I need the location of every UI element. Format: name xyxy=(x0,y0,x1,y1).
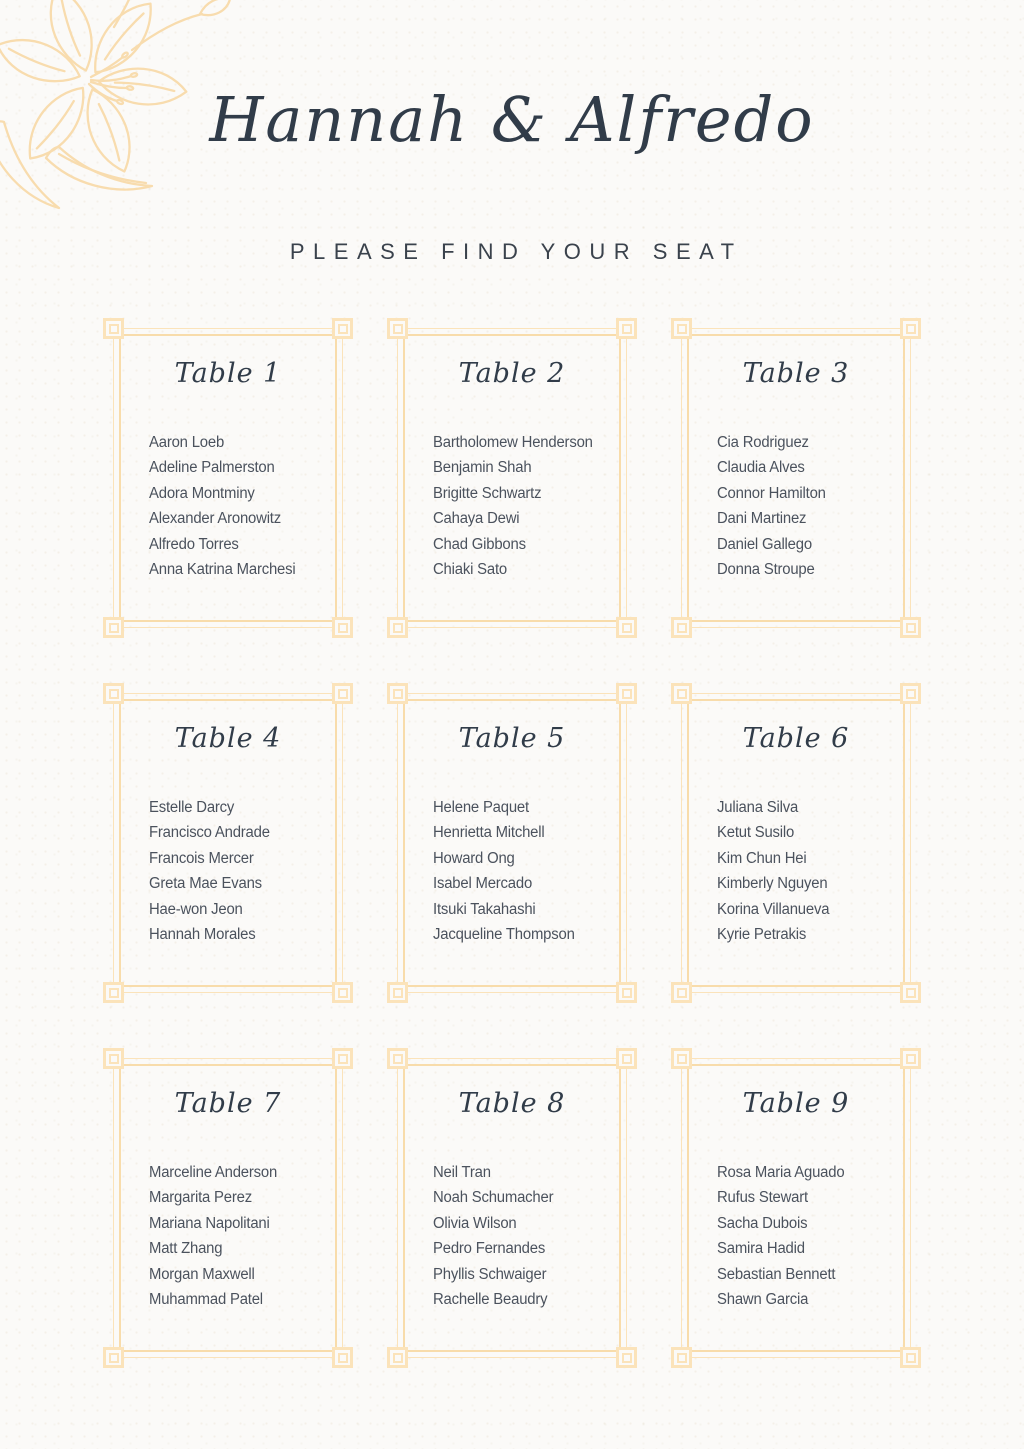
guest-name: Itsuki Takahashi xyxy=(433,900,536,918)
table-card-2 xyxy=(387,318,637,638)
guest-list xyxy=(717,1160,892,1312)
frame-corner-ornament xyxy=(103,683,124,704)
guest-name: Sebastian Bennett xyxy=(717,1265,836,1283)
frame-corner-ornament xyxy=(616,683,637,704)
guest-name: Ketut Susilo xyxy=(717,824,795,842)
guest-list xyxy=(149,1160,324,1312)
frame-corner-ornament xyxy=(103,982,124,1003)
guest-name: Francois Mercer xyxy=(149,849,254,867)
table-card-3 xyxy=(671,318,921,638)
guest-name: Korina Villanueva xyxy=(717,900,830,918)
guest-name: Margarita Perez xyxy=(149,1189,252,1207)
frame-corner-ornament xyxy=(332,318,353,339)
frame-corner-ornament xyxy=(671,1347,692,1368)
guest-name: Donna Stroupe xyxy=(717,561,815,579)
seating-grid xyxy=(0,318,1024,1368)
frame-corner-ornament xyxy=(900,617,921,638)
frame-corner-ornament xyxy=(616,1048,637,1069)
guest-name: Dani Martinez xyxy=(717,510,807,528)
guest-name: Kimberly Nguyen xyxy=(717,875,828,893)
table-title: Table 2 xyxy=(458,358,566,389)
guest-name: Howard Ong xyxy=(433,849,515,867)
table-title: Table 6 xyxy=(742,723,850,754)
guest-name: Brigitte Schwartz xyxy=(433,484,542,502)
guest-name: Henrietta Mitchell xyxy=(433,824,545,842)
table-card-7 xyxy=(103,1048,353,1368)
guest-name: Juliana Silva xyxy=(717,799,799,816)
guest-name: Chad Gibbons xyxy=(433,535,526,553)
guest-name: Cia Rodriguez xyxy=(717,434,809,451)
frame-corner-ornament xyxy=(900,683,921,704)
guest-name: Alfredo Torres xyxy=(149,535,239,553)
guest-name: Marceline Anderson xyxy=(149,1164,278,1181)
frame-corner-ornament xyxy=(332,617,353,638)
table-title: Table 9 xyxy=(742,1088,850,1119)
guest-name: Morgan Maxwell xyxy=(149,1265,255,1283)
guest-list xyxy=(717,795,892,947)
guest-name: Neil Tran xyxy=(433,1164,491,1181)
frame-corner-ornament xyxy=(387,1048,408,1069)
guest-name: Muhammad Patel xyxy=(149,1291,263,1309)
guest-name: Shawn Garcia xyxy=(717,1291,809,1309)
frame-corner-ornament xyxy=(671,617,692,638)
guest-name: Bartholomew Henderson xyxy=(433,434,593,451)
frame-corner-ornament xyxy=(332,1048,353,1069)
guest-name: Claudia Alves xyxy=(717,459,805,477)
guest-list xyxy=(717,430,892,582)
guest-name: Noah Schumacher xyxy=(433,1189,554,1207)
frame-corner-ornament xyxy=(616,318,637,339)
guest-name: Alexander Aronowitz xyxy=(149,510,282,528)
frame-corner-ornament xyxy=(671,683,692,704)
guest-name: Mariana Napolitani xyxy=(149,1214,270,1232)
guest-name: Rosa Maria Aguado xyxy=(717,1164,845,1181)
frame-corner-ornament xyxy=(387,982,408,1003)
guest-name: Aaron Loeb xyxy=(149,434,225,451)
table-title: Table 4 xyxy=(174,723,282,754)
table-title: Table 5 xyxy=(458,723,566,754)
guest-list xyxy=(149,430,324,582)
guest-list xyxy=(149,795,324,947)
frame-corner-ornament xyxy=(387,318,408,339)
table-card-4 xyxy=(103,683,353,1003)
frame-corner-ornament xyxy=(103,1048,124,1069)
guest-list xyxy=(433,430,608,582)
guest-list xyxy=(433,1160,608,1312)
frame-corner-ornament xyxy=(332,683,353,704)
table-card-5 xyxy=(387,683,637,1003)
frame-corner-ornament xyxy=(671,318,692,339)
frame-corner-ornament xyxy=(671,982,692,1003)
guest-name: Greta Mae Evans xyxy=(149,875,262,893)
guest-name: Estelle Darcy xyxy=(149,799,235,816)
frame-corner-ornament xyxy=(900,982,921,1003)
frame-corner-ornament xyxy=(387,1347,408,1368)
frame-corner-ornament xyxy=(616,1347,637,1368)
table-title: Table 3 xyxy=(742,358,850,389)
frame-corner-ornament xyxy=(387,683,408,704)
frame-corner-ornament xyxy=(332,982,353,1003)
guest-name: Adora Montminy xyxy=(149,484,255,502)
frame-corner-ornament xyxy=(616,982,637,1003)
frame-corner-ornament xyxy=(103,1347,124,1368)
guest-name: Chiaki Sato xyxy=(433,561,507,579)
frame-corner-ornament xyxy=(900,318,921,339)
guest-name: Connor Hamilton xyxy=(717,484,826,502)
frame-corner-ornament xyxy=(332,1347,353,1368)
guest-name: Daniel Gallego xyxy=(717,535,812,553)
guest-name: Samira Hadid xyxy=(717,1240,805,1258)
guest-name: Matt Zhang xyxy=(149,1240,223,1258)
guest-name: Rufus Stewart xyxy=(717,1189,808,1207)
guest-name: Isabel Mercado xyxy=(433,875,533,893)
guest-name: Hae-won Jeon xyxy=(149,900,243,918)
table-card-1 xyxy=(103,318,353,638)
frame-corner-ornament xyxy=(616,617,637,638)
guest-list xyxy=(433,795,608,947)
guest-name: Rachelle Beaudry xyxy=(433,1291,548,1309)
page-subtitle: PLEASE FIND YOUR SEAT xyxy=(289,239,743,264)
guest-name: Hannah Morales xyxy=(149,926,256,944)
frame-corner-ornament xyxy=(900,1347,921,1368)
table-card-6 xyxy=(671,683,921,1003)
frame-corner-ornament xyxy=(103,617,124,638)
guest-name: Anna Katrina Marchesi xyxy=(149,561,296,579)
page-title: Hannah & Alfredo xyxy=(209,83,815,156)
table-card-8 xyxy=(387,1048,637,1368)
guest-name: Sacha Dubois xyxy=(717,1214,808,1232)
table-card-9 xyxy=(671,1048,921,1368)
guest-name: Pedro Fernandes xyxy=(433,1240,546,1258)
guest-name: Jacqueline Thompson xyxy=(433,926,575,944)
table-title: Table 1 xyxy=(174,358,282,389)
guest-name: Kim Chun Hei xyxy=(717,849,807,867)
frame-corner-ornament xyxy=(900,1048,921,1069)
guest-name: Francisco Andrade xyxy=(149,824,270,842)
frame-corner-ornament xyxy=(387,617,408,638)
guest-name: Helene Paquet xyxy=(433,799,529,816)
frame-corner-ornament xyxy=(103,318,124,339)
guest-name: Adeline Palmerston xyxy=(149,459,275,477)
table-title: Table 7 xyxy=(174,1088,282,1119)
guest-name: Phyllis Schwaiger xyxy=(433,1265,547,1283)
guest-name: Benjamin Shah xyxy=(433,459,532,477)
frame-corner-ornament xyxy=(671,1048,692,1069)
table-title: Table 8 xyxy=(458,1088,566,1119)
guest-name: Cahaya Dewi xyxy=(433,510,520,528)
guest-name: Kyrie Petrakis xyxy=(717,926,807,944)
guest-name: Olivia Wilson xyxy=(433,1214,517,1232)
